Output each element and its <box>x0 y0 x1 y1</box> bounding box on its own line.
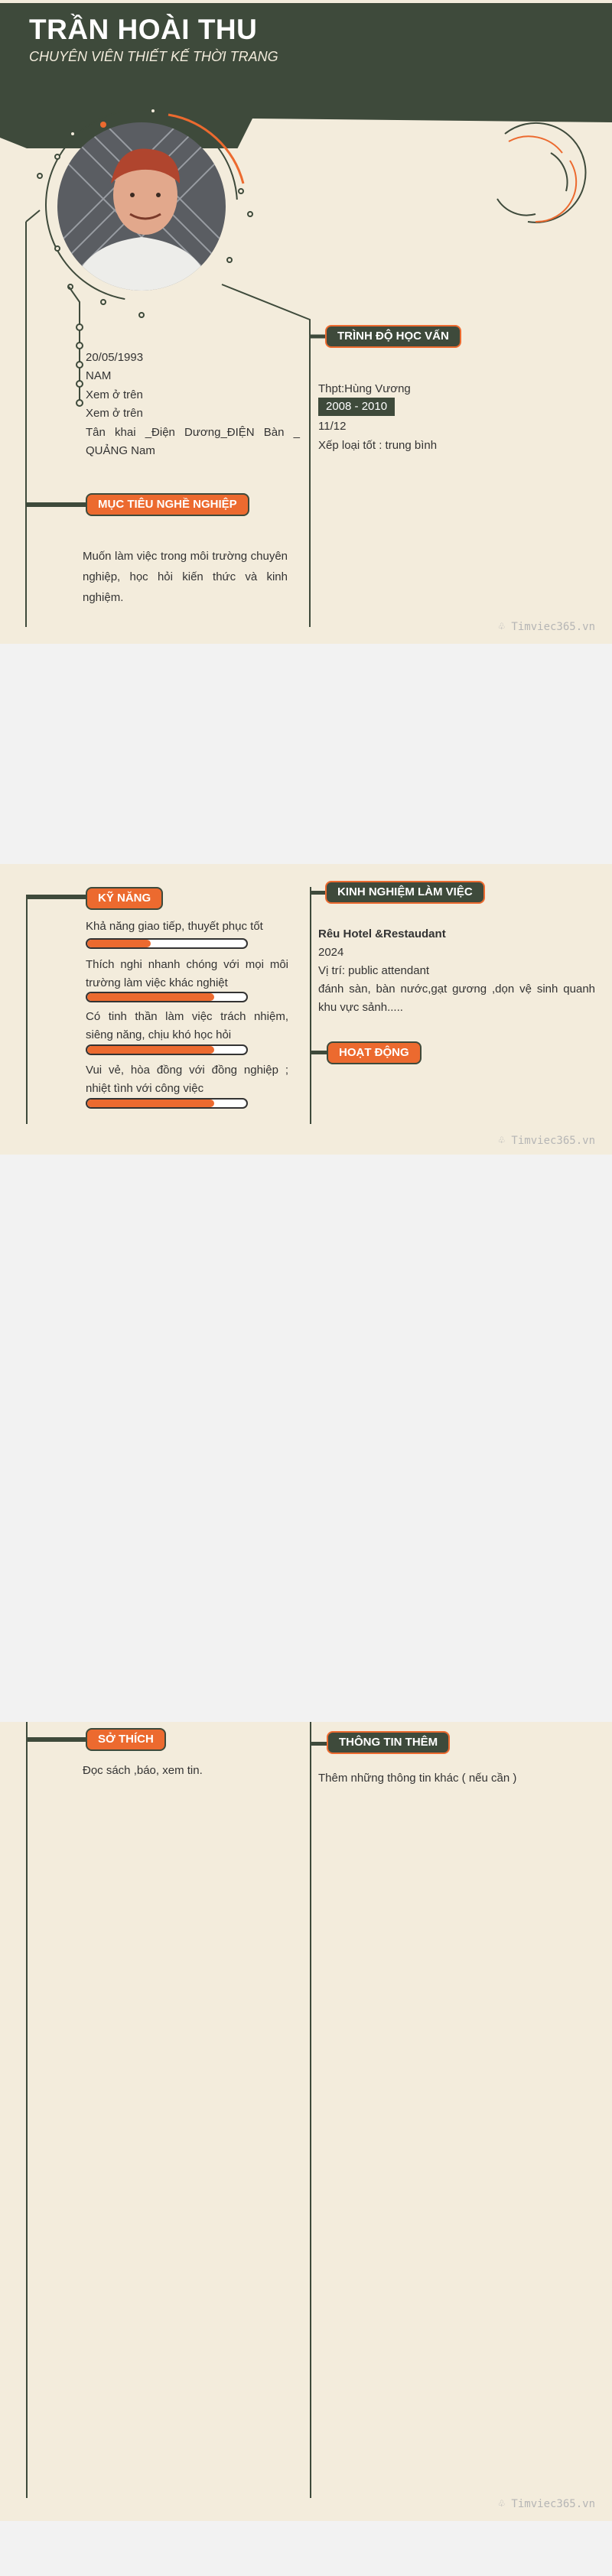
watermark-text: Timviec365.vn <box>511 1135 595 1147</box>
section-education: TRÌNH ĐỘ HỌC VẤN <box>325 325 461 348</box>
watermark-text: Timviec365.vn <box>511 2498 595 2510</box>
skill-level-bar <box>86 1098 248 1109</box>
gender: NAM <box>86 369 112 382</box>
watermark-text: Timviec365.vn <box>511 621 595 633</box>
address: Tân khai _Điện Dương_ĐIỆN Bàn _ QUẢNG Nam <box>86 426 300 457</box>
experience-position: Vị trí: public attendant <box>318 964 430 977</box>
job-title: CHUYÊN VIÊN THIẾT KẾ THỜI TRANG <box>29 49 278 64</box>
left-rule <box>26 895 28 1124</box>
education-grade: 11/12 <box>318 420 347 433</box>
resume-page-1 <box>0 0 612 644</box>
watermark: ♧ Timviec365.vn <box>498 621 595 633</box>
activities-connector <box>310 1051 327 1054</box>
skill-label: Có tinh thần làm việc trách nhiệm, siêng năng, chịu khó học hỏi <box>86 1010 288 1041</box>
section-experience: KINH NGHIỆM LÀM VIỆC <box>325 881 485 904</box>
candidate-name: TRẦN HOÀI THU <box>29 14 258 45</box>
watermark: ♧ Timviec365.vn <box>498 2498 595 2510</box>
hobbies-text: Đọc sách ,báo, xem tin. <box>83 1764 203 1777</box>
skill-label: Vui vẻ, hòa đồng với đồng nghiệp ; nhiệt tình với công việc <box>86 1064 288 1095</box>
left-rule <box>26 1722 28 2498</box>
hobbies-connector <box>26 1737 86 1742</box>
skill-level-fill <box>87 993 214 1001</box>
skill-level-fill <box>87 1100 214 1107</box>
experience-description: đánh sàn, bàn nước,gạt gương ,dọn vệ sinh quanh khu vực sảnh..... <box>318 983 595 1014</box>
dob: 20/05/1993 <box>86 351 144 364</box>
skill-label: Thích nghi nhanh chóng với mọi môi trường làm việc khác nghiệt <box>86 958 288 989</box>
more-info-connector <box>310 1742 327 1746</box>
phone: Xem ở trên <box>86 388 143 401</box>
more-info-text: Thêm những thông tin khác ( nếu cần ) <box>318 1772 517 1785</box>
skill-label: Khả năng giao tiếp, thuyết phục tốt <box>86 920 263 933</box>
education-years-value: 2008 - 2010 <box>318 398 395 416</box>
resume-page-2 <box>0 864 612 1155</box>
skill-level-bar <box>86 938 248 949</box>
watermark: ♧ Timviec365.vn <box>498 1135 595 1147</box>
email: Xem ở trên <box>86 407 143 420</box>
experience-company: Rêu Hotel &Restaudant <box>318 927 446 940</box>
education-rank: Xếp loại tốt : trung bình <box>318 439 438 452</box>
section-career-goal: MỤC TIÊU NGHỀ NGHIỆP <box>86 493 249 516</box>
experience-year: 2024 <box>318 946 344 959</box>
skill-level-bar <box>86 992 248 1002</box>
skill-level-fill <box>87 1046 214 1054</box>
education-school: Thpt:Hùng Vương <box>318 382 411 395</box>
center-rule <box>310 1722 311 2498</box>
education-years <box>318 398 395 416</box>
skill-level-fill <box>87 940 151 947</box>
section-hobbies: SỞ THÍCH <box>86 1728 166 1751</box>
section-skills: KỸ NĂNG <box>86 887 163 910</box>
section-activities: HOẠT ĐỘNG <box>327 1041 422 1064</box>
resume-page-3 <box>0 1722 612 2521</box>
experience-connector <box>310 891 327 895</box>
section-more-info: THÔNG TIN THÊM <box>327 1731 450 1754</box>
skill-level-bar <box>86 1044 248 1055</box>
center-rule <box>310 887 311 1124</box>
career-goal-text: Muốn làm việc trong môi trường chuyên nghiệp, học hỏi kiến thức và kinh nghiệm. <box>83 550 288 604</box>
skills-connector <box>26 895 86 899</box>
